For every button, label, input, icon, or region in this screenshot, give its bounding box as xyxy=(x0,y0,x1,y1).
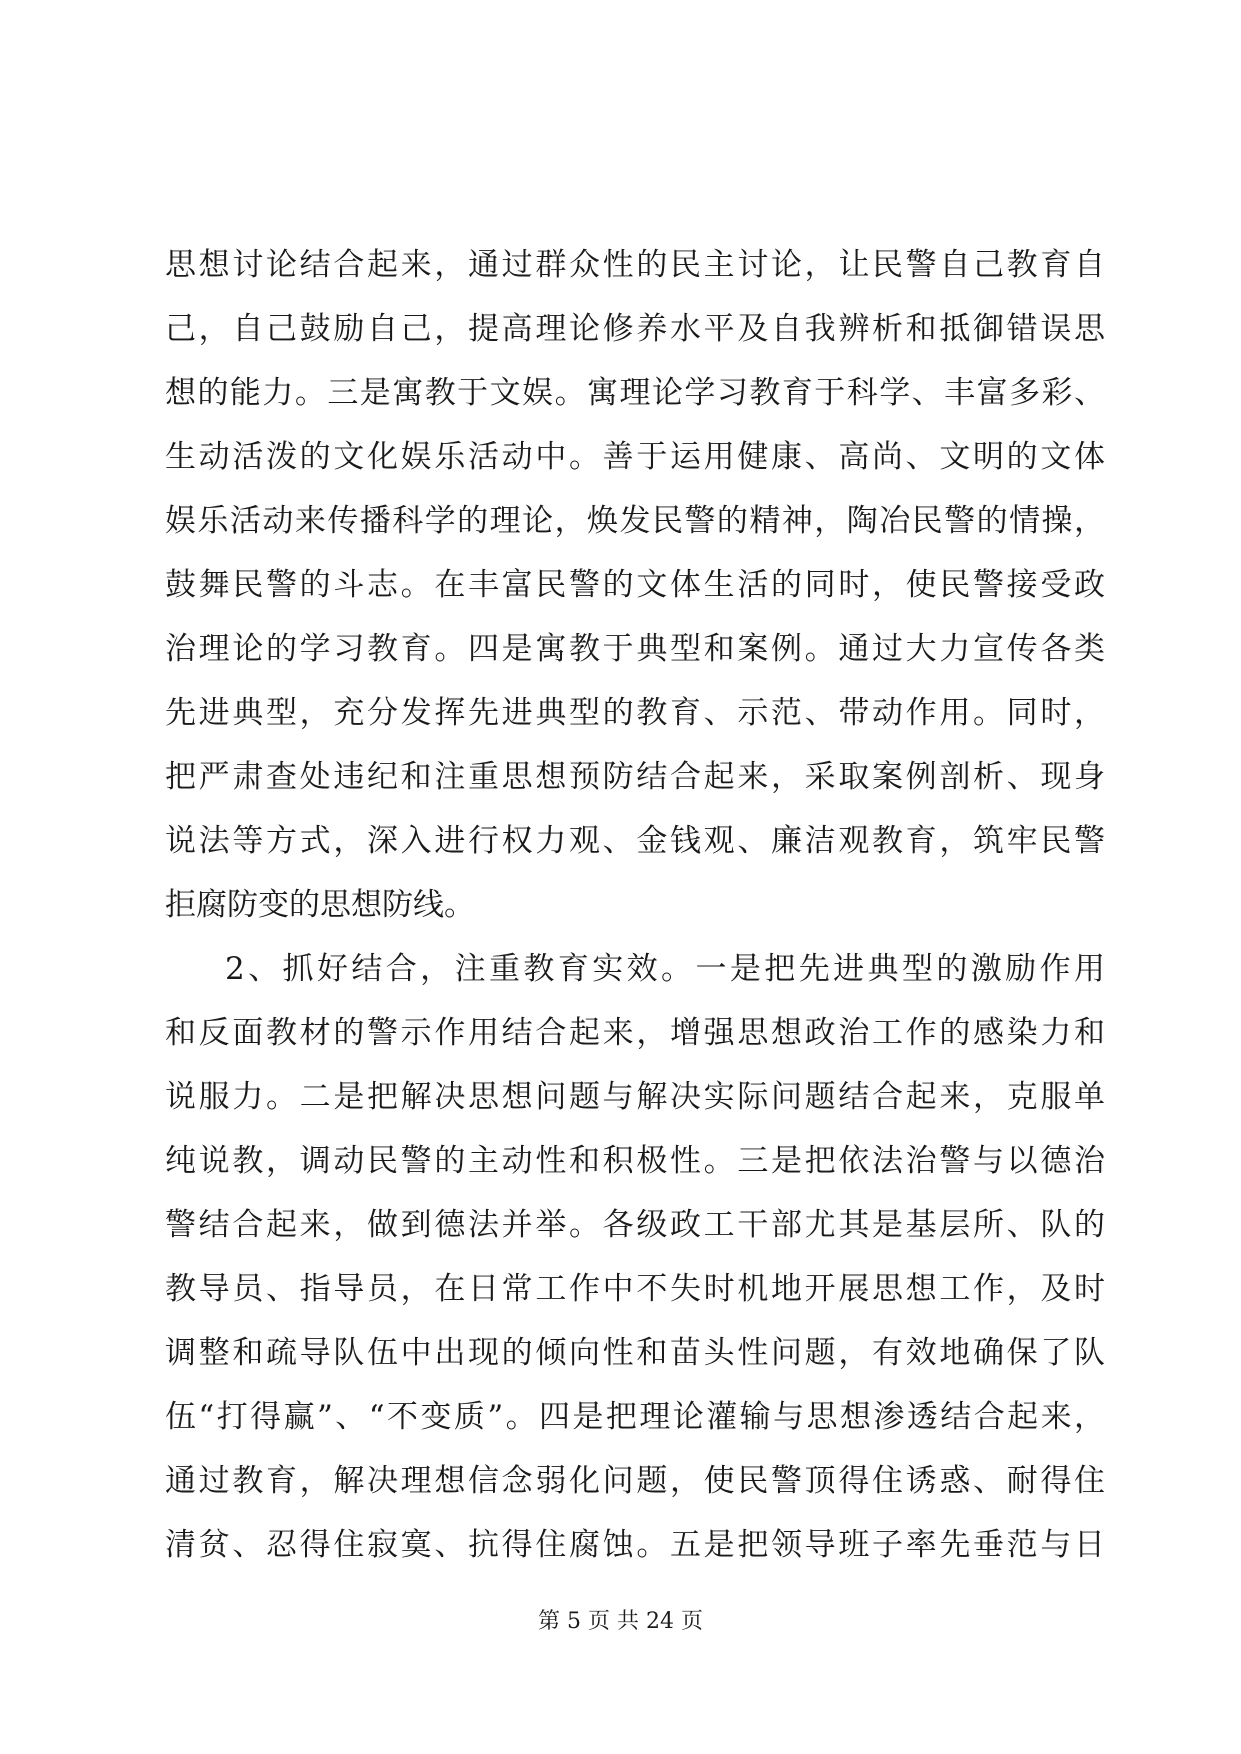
text-line: 生动活泼的文化娱乐活动中。善于运用健康、高尚、文明的文体 xyxy=(165,439,1105,475)
text-line: 说服力。二是把解决思想问题与解决实际问题结合起来，克服单 xyxy=(165,1079,1105,1115)
text-line: 说法等方式，深入进行权力观、金钱观、廉洁观教育，筑牢民警 xyxy=(165,823,1105,859)
text-line: 清贫、忍得住寂寞、抗得住腐蚀。五是把领导班子率先垂范与日 xyxy=(165,1527,1105,1563)
text-line: 想的能力。三是寓教于文娱。寓理论学习教育于科学、丰富多彩、 xyxy=(165,375,1105,411)
text-line: 己，自己鼓励自己，提高理论修养水平及自我辨析和抵御错误思 xyxy=(165,311,1105,347)
text-line: 鼓舞民警的斗志。在丰富民警的文体生活的同时，使民警接受政 xyxy=(165,567,1105,603)
text-line: 伍“打得赢”、“不变质”。四是把理论灌输与思想渗透结合起来， xyxy=(165,1399,1105,1435)
body-text xyxy=(165,233,1105,1577)
text-line: 教导员、指导员，在日常工作中不失时机地开展思想工作，及时 xyxy=(165,1271,1105,1307)
text-line: 拒腐防变的思想防线。 xyxy=(165,887,475,923)
text-line: 调整和疏导队伍中出现的倾向性和苗头性问题，有效地确保了队 xyxy=(165,1335,1105,1371)
page-number-footer: 第 5 页 共 24 页 xyxy=(538,1609,703,1634)
text-line: 和反面教材的警示作用结合起来，增强思想政治工作的感染力和 xyxy=(165,1015,1105,1051)
text-line: 娱乐活动来传播科学的理论，焕发民警的精神，陶冶民警的情操， xyxy=(165,503,1105,539)
text-line: 把严肃查处违纪和注重思想预防结合起来，采取案例剖析、现身 xyxy=(165,759,1105,795)
text-line: 警结合起来，做到德法并举。各级政工干部尤其是基层所、队的 xyxy=(165,1207,1105,1243)
text-line: 通过教育，解决理想信念弱化问题，使民警顶得住诱惑、耐得住 xyxy=(165,1463,1105,1499)
text-line: 治理论的学习教育。四是寓教于典型和案例。通过大力宣传各类 xyxy=(165,631,1105,667)
text-line: 先进典型，充分发挥先进典型的教育、示范、带动作用。同时， xyxy=(165,695,1105,731)
paragraph-start-line: 2、抓好结合，注重教育实效。一是把先进典型的激励作用 xyxy=(225,951,1105,987)
text-line: 纯说教，调动民警的主动性和积极性。三是把依法治警与以德治 xyxy=(165,1143,1105,1179)
text-line: 思想讨论结合起来，通过群众性的民主讨论，让民警自己教育自 xyxy=(165,247,1105,283)
